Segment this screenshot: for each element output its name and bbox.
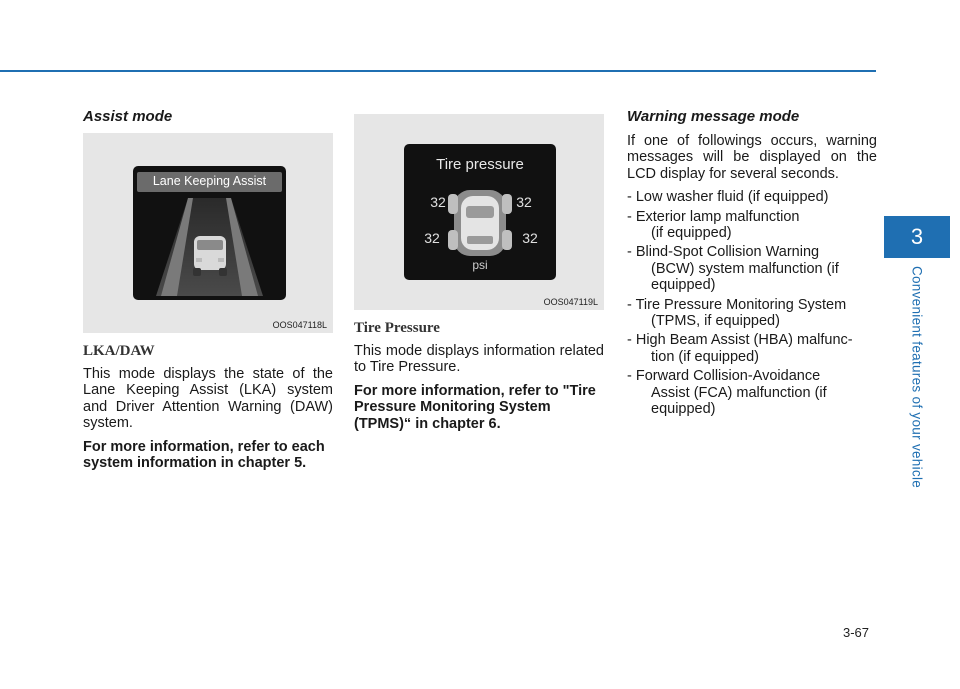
figure-code: OOS047118L (272, 320, 327, 330)
list-item: - Blind-Spot Collision Warning (BCW) system malfunction (if equipped) (627, 244, 839, 294)
chapter-title-vertical (872, 265, 960, 490)
list-item: - Exterior lamp malfunction (if equipped) (627, 208, 800, 242)
lka-figure (83, 133, 333, 333)
lka-daw-note: For more information, refer to each system information in chapter 5. (83, 438, 325, 472)
tire-pressure-body: This mode displays information related to Tire Pressure. (354, 343, 604, 376)
tire-pressure-subheading: Tire Pressure (354, 320, 440, 336)
tire-fl-value: 32 (430, 194, 446, 210)
list-item: - Tire Pressure Monitoring System (TPMS, if equipped) (627, 296, 847, 330)
lka-daw-body: This mode displays the state of the Lane Keeping Assist (LKA) system and Driver Attention Warning (DAW) system. (83, 366, 333, 432)
figure-code: OOS047119L (543, 297, 598, 307)
list-item: - High Beam Assist (HBA) malfunc- tion (if equipped) (627, 332, 853, 365)
chapter-title: Convenient features of your vehicle (909, 265, 925, 489)
warning-list (627, 189, 877, 417)
car-icon (193, 236, 227, 276)
warning-intro: If one of followings occurs, warning messages will be displayed on the LCD display for several seconds. (627, 133, 877, 182)
tire-screen-title: Tire pressure (436, 156, 524, 173)
column-tire-pressure (354, 114, 604, 439)
lka-daw-subheading: LKA/DAW (83, 343, 155, 359)
tire-rr-value: 32 (522, 230, 538, 246)
lka-screen-title: Lane Keeping Assist (152, 174, 267, 188)
page-number: 3-67 (843, 625, 870, 640)
column-assist-mode (83, 108, 333, 478)
tire-figure (354, 114, 604, 310)
lka-display (133, 166, 286, 300)
chapter-tab: 3 (884, 216, 950, 258)
tire-display (404, 144, 556, 280)
tire-pressure-note: For more information, refer to "Tire Pressure Monitoring System (TPMS)“ in chapter 6. (354, 382, 596, 432)
list-item: - Forward Collision-Avoidance Assist (FCA) malfunction (if equipped) (627, 368, 827, 418)
tire-fr-value: 32 (516, 194, 532, 210)
tire-unit: psi (472, 258, 488, 272)
header-rule (0, 70, 876, 72)
assist-mode-heading: Assist mode (83, 108, 173, 125)
warning-mode-heading: Warning message mode (627, 108, 800, 125)
tire-rl-value: 32 (424, 230, 440, 246)
list-item: - Low washer fluid (if equipped) (627, 189, 829, 206)
column-warning-message (627, 108, 877, 421)
